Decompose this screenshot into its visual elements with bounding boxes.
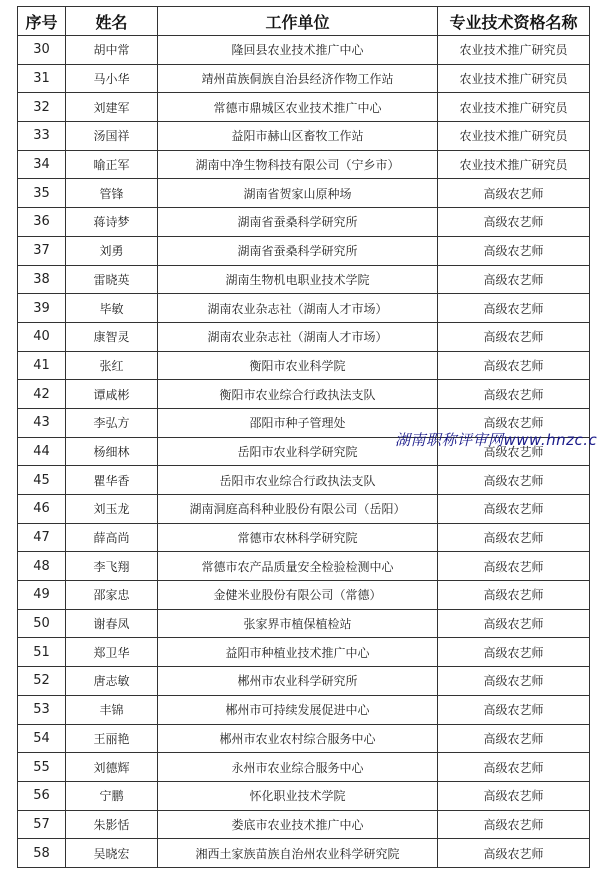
cell-unit: 娄底市农业技术推广中心 <box>158 810 438 839</box>
cell-unit: 益阳市赫山区畜牧工作站 <box>158 122 438 151</box>
cell-name: 毕敏 <box>66 294 158 323</box>
table-row <box>18 122 590 151</box>
cell-number: 53 <box>18 695 66 724</box>
table-row <box>18 695 590 724</box>
table-row <box>18 552 590 581</box>
cell-qualification: 高级农艺师 <box>438 667 590 696</box>
cell-unit: 湖南农业杂志社（湖南人才市场） <box>158 294 438 323</box>
cell-unit: 常德市农产品质量安全检验检测中心 <box>158 552 438 581</box>
cell-name: 张红 <box>66 351 158 380</box>
table-row <box>18 495 590 524</box>
cell-name: 蒋诗梦 <box>66 208 158 237</box>
cell-number: 46 <box>18 495 66 524</box>
cell-name: 喻正军 <box>66 150 158 179</box>
header-qualification: 专业技术资格名称 <box>438 7 590 36</box>
cell-number: 37 <box>18 236 66 265</box>
cell-unit: 郴州市农业科学研究所 <box>158 667 438 696</box>
cell-qualification: 高级农艺师 <box>438 781 590 810</box>
cell-name: 朱影恬 <box>66 810 158 839</box>
table-row <box>18 781 590 810</box>
table-row <box>18 380 590 409</box>
cell-name: 谢春凤 <box>66 609 158 638</box>
cell-unit: 湖南洞庭高科种业股份有限公司（岳阳） <box>158 495 438 524</box>
cell-qualification: 高级农艺师 <box>438 437 590 466</box>
cell-number: 32 <box>18 93 66 122</box>
cell-unit: 湖南省蚕桑科学研究所 <box>158 236 438 265</box>
cell-number: 50 <box>18 609 66 638</box>
cell-name: 吴晓宏 <box>66 839 158 868</box>
cell-qualification: 农业技术推广研究员 <box>438 93 590 122</box>
cell-number: 47 <box>18 523 66 552</box>
cell-number: 40 <box>18 322 66 351</box>
cell-unit: 湖南生物机电职业技术学院 <box>158 265 438 294</box>
cell-number: 54 <box>18 724 66 753</box>
cell-number: 58 <box>18 839 66 868</box>
cell-name: 刘玉龙 <box>66 495 158 524</box>
cell-name: 郑卫华 <box>66 638 158 667</box>
cell-number: 57 <box>18 810 66 839</box>
table-row <box>18 351 590 380</box>
cell-name: 刘建军 <box>66 93 158 122</box>
cell-name: 丰锦 <box>66 695 158 724</box>
table-row <box>18 294 590 323</box>
cell-number: 30 <box>18 36 66 65</box>
cell-name: 李飞翔 <box>66 552 158 581</box>
cell-qualification: 高级农艺师 <box>438 523 590 552</box>
header-name: 姓名 <box>66 7 158 36</box>
cell-qualification: 农业技术推广研究员 <box>438 64 590 93</box>
cell-unit: 郴州市农业农村综合服务中心 <box>158 724 438 753</box>
table-row <box>18 581 590 610</box>
table-row <box>18 265 590 294</box>
cell-number: 39 <box>18 294 66 323</box>
cell-name: 马小华 <box>66 64 158 93</box>
cell-number: 45 <box>18 466 66 495</box>
cell-unit: 衡阳市农业科学院 <box>158 351 438 380</box>
cell-unit: 岳阳市农业科学研究院 <box>158 437 438 466</box>
cell-number: 34 <box>18 150 66 179</box>
table-row <box>18 753 590 782</box>
cell-name: 瞿华香 <box>66 466 158 495</box>
cell-number: 52 <box>18 667 66 696</box>
cell-name: 胡中常 <box>66 36 158 65</box>
table-row <box>18 523 590 552</box>
cell-number: 49 <box>18 581 66 610</box>
cell-number: 51 <box>18 638 66 667</box>
cell-unit: 怀化职业技术学院 <box>158 781 438 810</box>
cell-qualification: 高级农艺师 <box>438 466 590 495</box>
table-row <box>18 609 590 638</box>
cell-number: 41 <box>18 351 66 380</box>
cell-name: 谭咸彬 <box>66 380 158 409</box>
cell-name: 刘勇 <box>66 236 158 265</box>
cell-name: 康智灵 <box>66 322 158 351</box>
cell-unit: 张家界市植保植检站 <box>158 609 438 638</box>
table-body <box>18 36 590 868</box>
cell-number: 36 <box>18 208 66 237</box>
cell-unit: 衡阳市农业综合行政执法支队 <box>158 380 438 409</box>
cell-qualification: 高级农艺师 <box>438 265 590 294</box>
cell-number: 42 <box>18 380 66 409</box>
cell-number: 48 <box>18 552 66 581</box>
cell-qualification: 高级农艺师 <box>438 609 590 638</box>
cell-name: 雷晓英 <box>66 265 158 294</box>
cell-unit: 益阳市种植业技术推广中心 <box>158 638 438 667</box>
cell-qualification: 高级农艺师 <box>438 208 590 237</box>
cell-qualification: 高级农艺师 <box>438 408 590 437</box>
header-unit: 工作单位 <box>158 7 438 36</box>
cell-number: 31 <box>18 64 66 93</box>
cell-unit: 郴州市可持续发展促进中心 <box>158 695 438 724</box>
cell-unit: 岳阳市农业综合行政执法支队 <box>158 466 438 495</box>
table-row <box>18 36 590 65</box>
cell-unit: 永州市农业综合服务中心 <box>158 753 438 782</box>
cell-unit: 湖南省蚕桑科学研究所 <box>158 208 438 237</box>
cell-qualification: 高级农艺师 <box>438 294 590 323</box>
header-number: 序号 <box>18 7 66 36</box>
cell-number: 38 <box>18 265 66 294</box>
table-row <box>18 179 590 208</box>
table-header-row <box>18 7 590 36</box>
cell-qualification: 高级农艺师 <box>438 581 590 610</box>
cell-name: 王丽艳 <box>66 724 158 753</box>
cell-qualification: 高级农艺师 <box>438 753 590 782</box>
cell-qualification: 高级农艺师 <box>438 322 590 351</box>
cell-qualification: 高级农艺师 <box>438 351 590 380</box>
cell-qualification: 高级农艺师 <box>438 638 590 667</box>
table-row <box>18 810 590 839</box>
cell-qualification: 高级农艺师 <box>438 380 590 409</box>
cell-name: 邵家忠 <box>66 581 158 610</box>
table-row <box>18 322 590 351</box>
table-row <box>18 667 590 696</box>
cell-name: 刘德辉 <box>66 753 158 782</box>
table-row <box>18 638 590 667</box>
cell-unit: 隆回县农业技术推广中心 <box>158 36 438 65</box>
table-row <box>18 64 590 93</box>
cell-unit: 常德市鼎城区农业技术推广中心 <box>158 93 438 122</box>
cell-unit: 湘西土家族苗族自治州农业科学研究院 <box>158 839 438 868</box>
cell-number: 35 <box>18 179 66 208</box>
cell-unit: 靖州苗族侗族自治县经济作物工作站 <box>158 64 438 93</box>
cell-unit: 湖南中净生物科技有限公司（宁乡市） <box>158 150 438 179</box>
cell-unit: 湖南省贺家山原种场 <box>158 179 438 208</box>
cell-qualification: 农业技术推广研究员 <box>438 36 590 65</box>
cell-qualification: 高级农艺师 <box>438 695 590 724</box>
cell-name: 汤国祥 <box>66 122 158 151</box>
table-row <box>18 93 590 122</box>
cell-qualification: 高级农艺师 <box>438 179 590 208</box>
cell-name: 杨细林 <box>66 437 158 466</box>
cell-name: 薛高尚 <box>66 523 158 552</box>
table-row <box>18 724 590 753</box>
cell-qualification: 农业技术推广研究员 <box>438 122 590 151</box>
cell-name: 管锋 <box>66 179 158 208</box>
table-row <box>18 150 590 179</box>
cell-name: 唐志敏 <box>66 667 158 696</box>
cell-qualification: 高级农艺师 <box>438 552 590 581</box>
cell-qualification: 高级农艺师 <box>438 810 590 839</box>
cell-qualification: 高级农艺师 <box>438 495 590 524</box>
cell-number: 56 <box>18 781 66 810</box>
cell-qualification: 农业技术推广研究员 <box>438 150 590 179</box>
cell-number: 44 <box>18 437 66 466</box>
cell-qualification: 高级农艺师 <box>438 839 590 868</box>
cell-name: 李弘方 <box>66 408 158 437</box>
cell-name: 宁鹏 <box>66 781 158 810</box>
table-row <box>18 208 590 237</box>
cell-number: 43 <box>18 408 66 437</box>
cell-qualification: 高级农艺师 <box>438 724 590 753</box>
site-watermark: 湖南职称评审网www.hnzc.c <box>395 431 598 449</box>
table-row <box>18 839 590 868</box>
cell-unit: 邵阳市种子管理处 <box>158 408 438 437</box>
cell-unit: 湖南农业杂志社（湖南人才市场） <box>158 322 438 351</box>
table-row <box>18 466 590 495</box>
cell-number: 55 <box>18 753 66 782</box>
cell-unit: 常德市农林科学研究院 <box>158 523 438 552</box>
cell-number: 33 <box>18 122 66 151</box>
cell-unit: 金健米业股份有限公司（常德） <box>158 581 438 610</box>
cell-qualification: 高级农艺师 <box>438 236 590 265</box>
table-row <box>18 236 590 265</box>
